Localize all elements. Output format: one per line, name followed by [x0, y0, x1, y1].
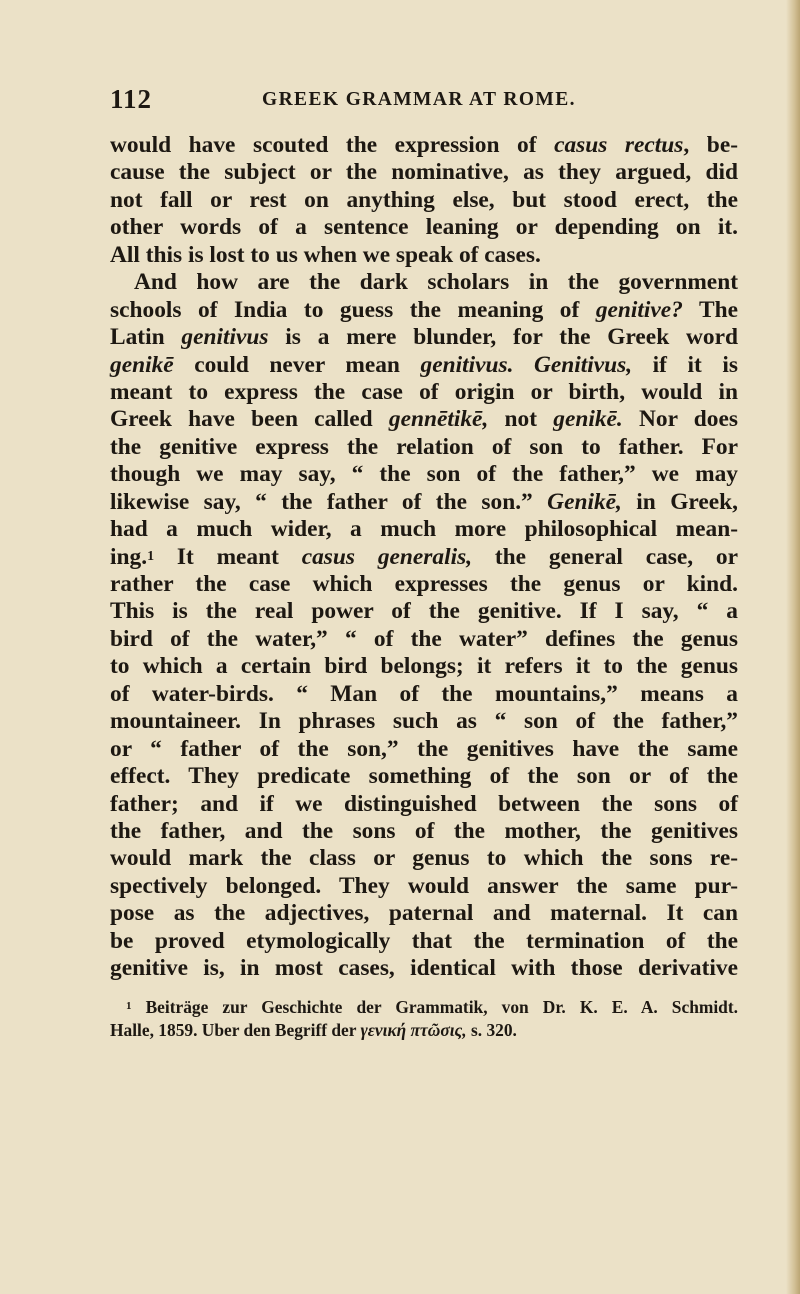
text-line: father; and if we distinguished between the sons of [110, 790, 738, 817]
text-line: cause the subject or the nominative, as they argued, did [110, 159, 738, 186]
page-edge-shadow [786, 0, 800, 1294]
text-line: meant to express the case of origin or birth, would in [110, 378, 738, 405]
text-line: though we may say, “ the son of the father,” we may [110, 461, 738, 488]
text-line: the father, and the sons of the mother, the genitives [110, 817, 738, 844]
running-title: GREEK GRAMMAR AT ROME. [262, 89, 576, 110]
text-line: Latin genitivus is a mere blunder, for the Greek word [110, 324, 738, 351]
text-line: bird of the water,” “ of the water” defines the genus [110, 625, 738, 652]
text-line: effect. They predicate something of the son or of the [110, 763, 738, 790]
text-line: genitive is, in most cases, identical with those derivative [110, 955, 738, 982]
text-line: This is the real power of the genitive. If I say, “ a [110, 598, 738, 625]
text-line: schools of India to guess the meaning of genitive? The [110, 296, 739, 323]
text-line: And how are the dark scholars in the government [134, 269, 738, 296]
footnote-line: $^1$ Beiträge zur Geschichte der Grammatik, von Dr. K. E. A. Schmidt. [126, 996, 738, 1017]
running-head [110, 84, 738, 118]
text-line: rather the case which expresses the genus or kind. [110, 571, 738, 597]
text-line: spectively belonged. They would answer the same pur- [110, 872, 738, 899]
text-line: mountaineer. In phrases such as “ son of the father,” [110, 708, 738, 735]
text-line: the genitive express the relation of son to father. For [110, 433, 738, 460]
footnote [110, 996, 738, 1042]
text-line: had a much wider, a much more philosophical mean- [110, 516, 738, 543]
footnote-ref: 1 [147, 548, 155, 564]
text-line: genikē could never mean genitivus. Genitivus, if it is [110, 351, 738, 378]
body-text [110, 132, 738, 983]
text-line: not fall or rest on anything else, but stood erect, the [110, 186, 738, 213]
text-line: would have scouted the expression of casus rectus, be- [110, 132, 738, 158]
text-line: Greek have been called gennētikē, not genikē. Nor does [110, 406, 738, 433]
text-line: to which a certain bird belongs; it refers it to the genus [110, 653, 738, 680]
text-line: be proved etymologically that the termination of the [110, 927, 738, 954]
text-line: or “ father of the son,” the genitives have the same [110, 735, 738, 762]
text-line: other words of a sentence leaning or depending on it. [110, 214, 738, 241]
text-line: likewise say, “ the father of the son.” Genikē, in Greek, [110, 488, 739, 515]
footnote-line: Halle, 1859. Uber den Begriff der γενική πτῶσις, s. 320. [110, 1019, 517, 1040]
page-number: 112 [110, 84, 153, 114]
text-line: pose as the adjectives, paternal and maternal. It can [110, 900, 738, 927]
book-page [110, 84, 738, 1042]
text-line: would mark the class or genus to which the sons re- [110, 845, 738, 872]
text-line: of water-birds. “ Man of the mountains,” means a [110, 680, 738, 707]
text-line: All this is lost to us when we speak of cases. [110, 241, 541, 268]
text-line: ing.$^1$ It meant casus generalis, the general case, or [110, 543, 738, 570]
footnote-marker: 1 [126, 999, 132, 1012]
